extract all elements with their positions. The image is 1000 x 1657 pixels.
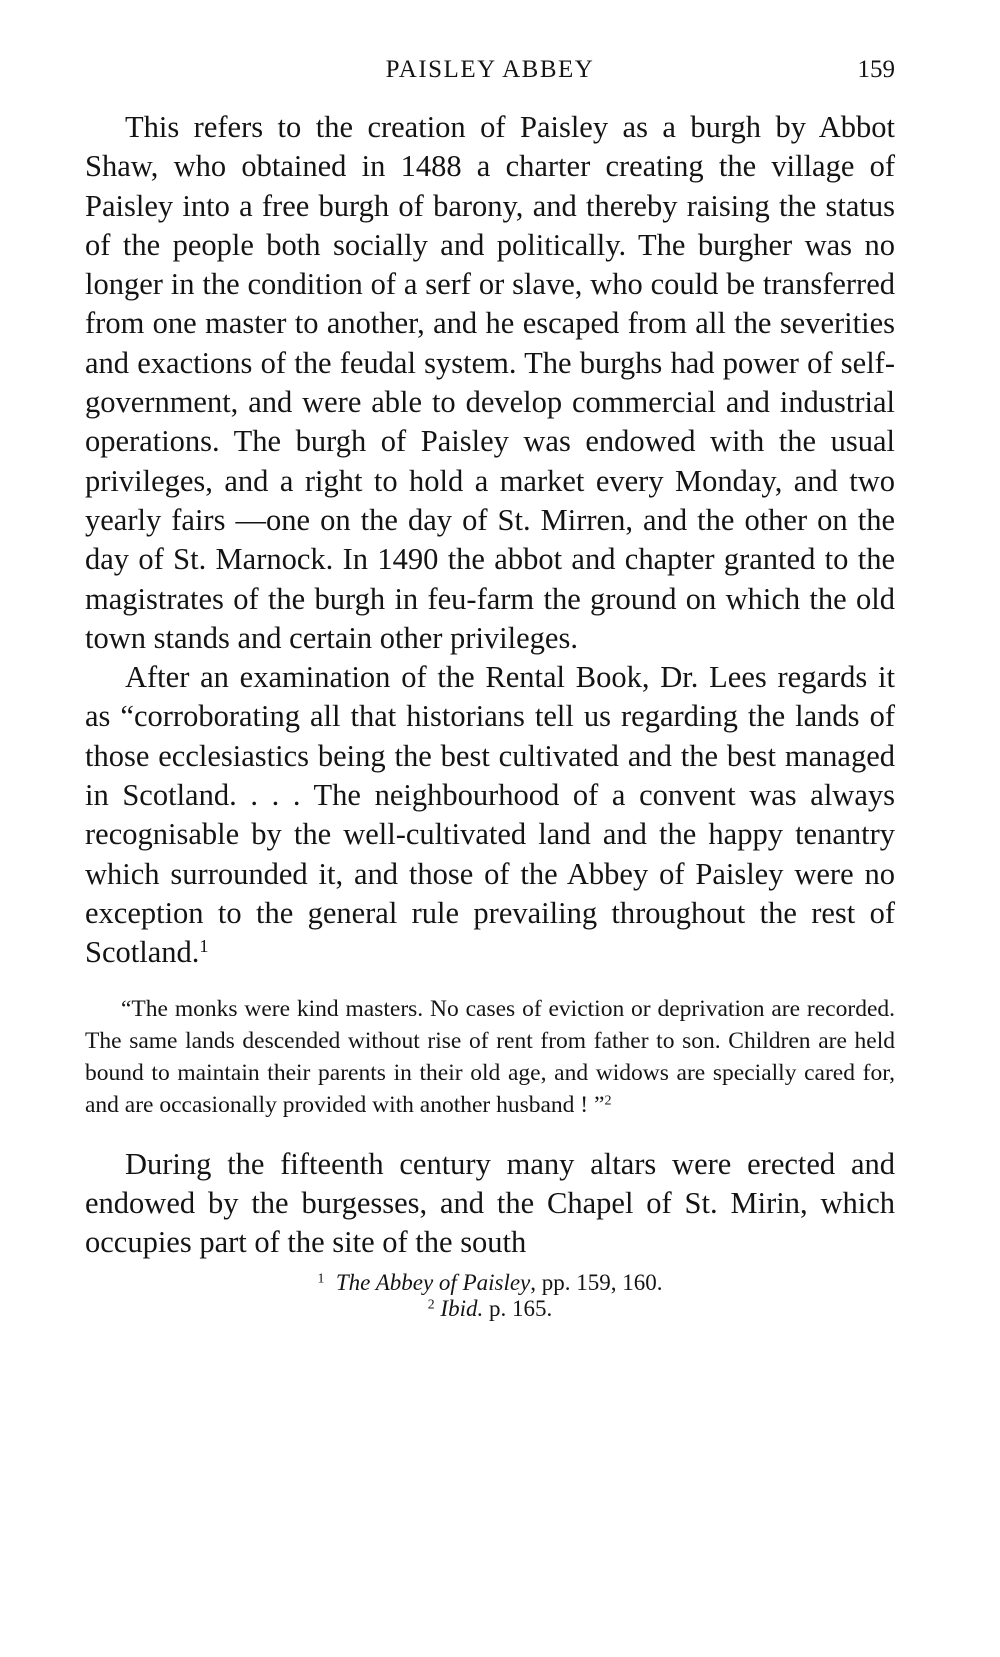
running-head xyxy=(85,52,895,92)
paragraph-burgh-charter-text: This refers to the creation of Paisley as a burgh by Abbot Shaw, who obtained in 1488 a charter creating the village of Paisley into a free burgh of barony, and thereby raising the status of the people both socially and politically. The burgher was no longer in the condition of a serf or slave, who could be transferred from one master to another, and he escaped from all the severities and exactions of the feudal system. The burghs had power of self-government, and were able to develop commercial and industrial operations. The burgh of Paisley was endowed with the usual privileges, and a right to hold a market every Monday, and two yearly fairs —one on the day of St. Mirren, and the other on the day of St. Marnock. In 1490 the abbot and chapter granted to the magistrates of the burgh in feu-farm the ground on which the old town stands and certain other privileges. xyxy=(85,110,895,655)
footnote-1-pages: , pp. 159, 160. xyxy=(530,1270,663,1296)
paragraph-rental-book xyxy=(85,658,895,972)
footnote-2-pages: p. 165. xyxy=(483,1296,553,1322)
paragraph-rental-book-text: After an examination of the Rental Book, Dr. Lees regards it as “corroborating all that historians tell us regarding the lands of those ecclesiastics being the best cultivated and the best managed in Scotland. . . . The neighbourhood of a convent was always recognisable by the well-cultivated land and the happy tenantry which surrounded it, and those of the Abbey of Paisley were no exception to the general rule prevailing throughout the rest of Scotland. xyxy=(85,660,895,970)
page-number: 159 xyxy=(857,56,895,83)
running-head-title: PAISLEY ABBEY xyxy=(385,56,595,83)
footnote-ref-2: 2 xyxy=(604,1091,612,1108)
block-quote-monks xyxy=(85,993,895,1121)
footnote-ref-1: 1 xyxy=(199,936,209,957)
paragraph-fifteenth-century xyxy=(85,1145,895,1263)
block-quote-text: “The monks were kind masters. No cases of eviction or deprivation are recorded. The same lands descended without rise of rent from father to son. Children are held bound to maintain their parents in their old age, and widows are specially cared for, and are occasionally provided with another husband ! ” xyxy=(85,995,895,1118)
paragraph-burgh-charter xyxy=(85,108,895,658)
footnote-2-marker: 2 xyxy=(427,1296,435,1312)
footnote-2 xyxy=(85,1296,895,1322)
footnote-1-title: The Abbey of Paisley xyxy=(335,1270,531,1296)
footnotes xyxy=(85,1270,895,1322)
paragraph-fifteenth-century-text: During the fifteenth century many altars were erected and endowed by the burgesses, and the Chapel of St. Mirin, which occupies part of the site of the south xyxy=(85,1146,895,1260)
footnote-1-marker: 1 xyxy=(317,1270,325,1286)
book-page xyxy=(85,52,895,1322)
footnote-2-title: Ibid. xyxy=(440,1296,484,1322)
footnote-1 xyxy=(85,1270,895,1296)
